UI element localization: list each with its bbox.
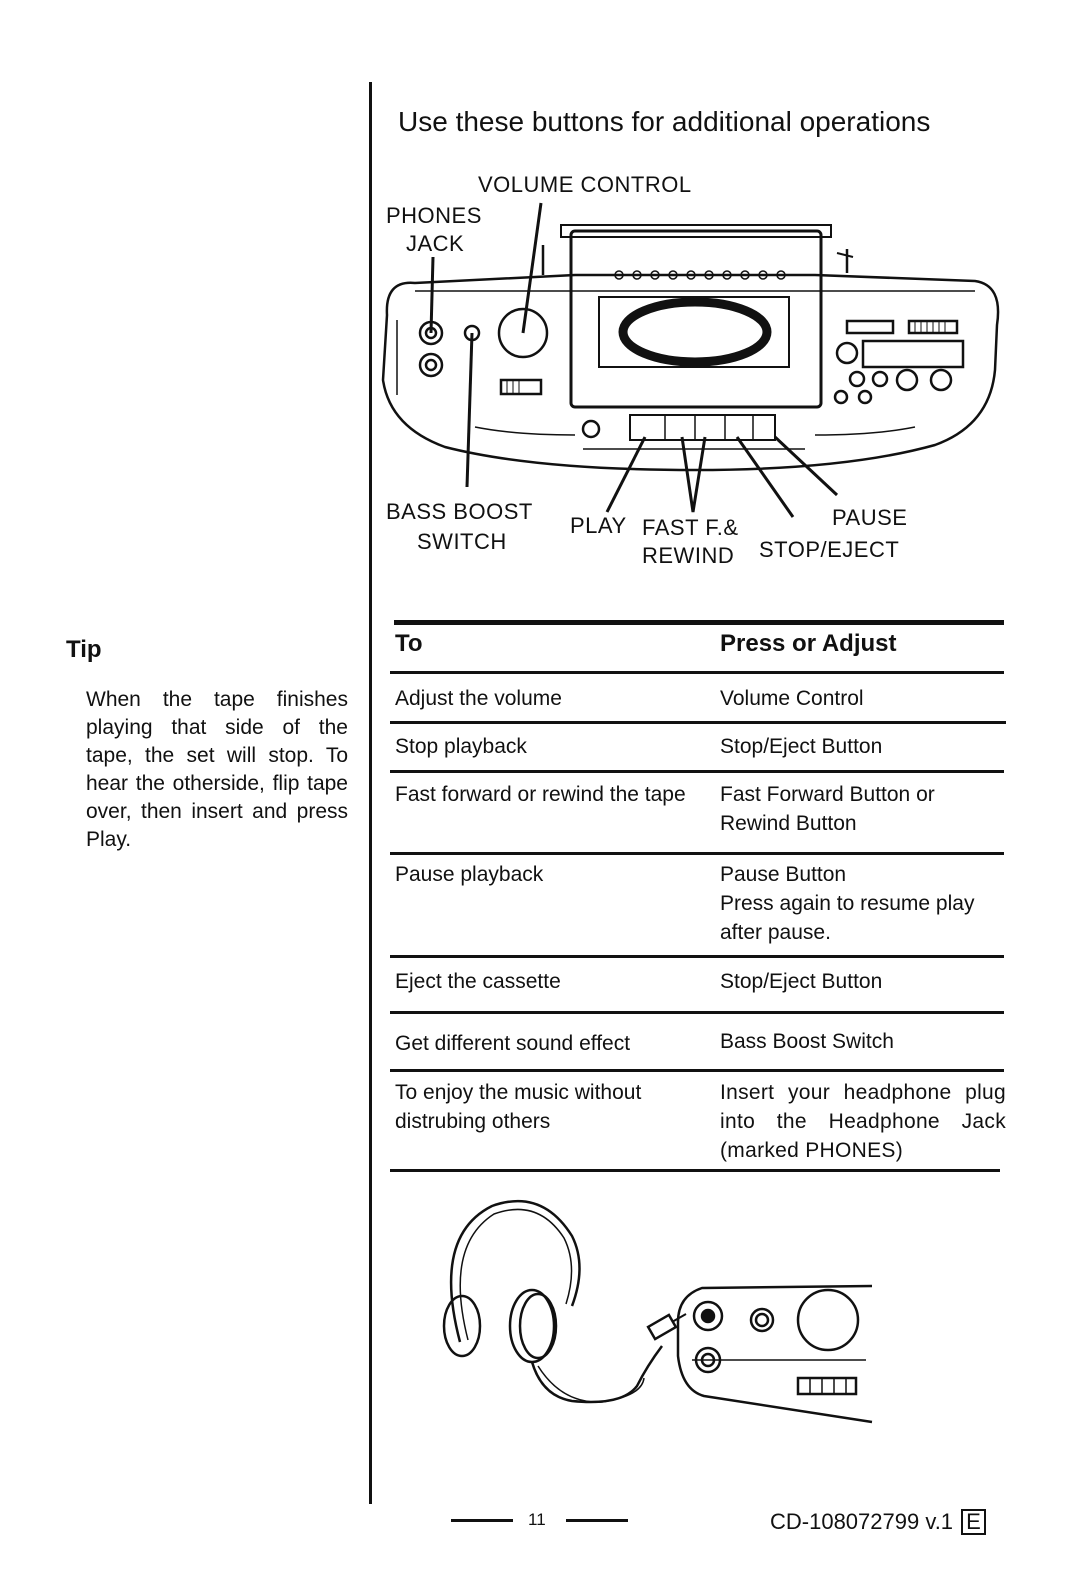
label-bass-boost: BASS BOOST [386,499,533,524]
headphones-illustration [432,1196,882,1436]
label-phones: PHONES [386,203,482,228]
row-7-press: Insert your headphone plug into the Headphone Jack (marked PHONES) [720,1081,1006,1162]
label-rewind: REWIND [642,543,735,568]
header-press-adjust: Press or Adjust [720,630,897,657]
row-3-press: Fast Forward Button or Rewind Button [720,783,935,835]
table-rule [390,721,1006,724]
row-1-to: Adjust the volume [395,687,562,710]
row-5-press: Stop/Eject Button [720,970,883,993]
label-pause: PAUSE [832,505,908,530]
header-to: To [395,630,423,657]
tip-title: Tip [66,636,102,663]
table-rule [390,1069,1004,1072]
row-4-press: Pause Button Press again to resume play after pause. [720,863,975,944]
row-7-to: To enjoy the music without distrubing others [395,1081,642,1133]
label-fast-forward: FAST F.& [642,515,739,540]
table-rule [390,852,1004,855]
column-divider [369,82,372,1504]
table-rule [390,1011,1004,1014]
table-rule [390,955,1004,958]
label-volume-control: VOLUME CONTROL [478,172,692,197]
row-1-press: Volume Control [720,687,864,710]
doc-code-text: CD-108072799 v.1 [770,1509,954,1534]
row-3-to: Fast forward or rewind the tape [395,783,686,806]
document-code [770,1509,986,1535]
label-jack: JACK [406,231,465,256]
row-2-to: Stop playback [395,735,527,758]
table-rule [390,770,1004,773]
language-mark: E [961,1509,986,1535]
footer-rule-right [566,1519,628,1522]
row-6-press: Bass Boost Switch [720,1030,894,1053]
footer-rule-left [451,1519,513,1522]
label-stop-eject: STOP/EJECT [759,537,900,562]
table-bottom-rule [390,1169,1000,1172]
row-6-to: Get different sound effect [395,1032,631,1055]
page-number: 11 [528,1510,546,1529]
tip-body: When the tape finishes playing that side of the tape, the set will stop. To hear the otherside, flip tape over, then insert and press Play. [86,688,348,851]
table-top-rule [394,620,1004,625]
label-play: PLAY [570,513,627,538]
table-rule [390,671,1004,674]
row-5-to: Eject the cassette [395,970,561,993]
row-2-press: Stop/Eject Button [720,735,883,758]
label-switch: SWITCH [417,529,507,554]
row-4-to: Pause playback [395,863,544,886]
section-heading: Use these buttons for additional operations [398,106,931,137]
